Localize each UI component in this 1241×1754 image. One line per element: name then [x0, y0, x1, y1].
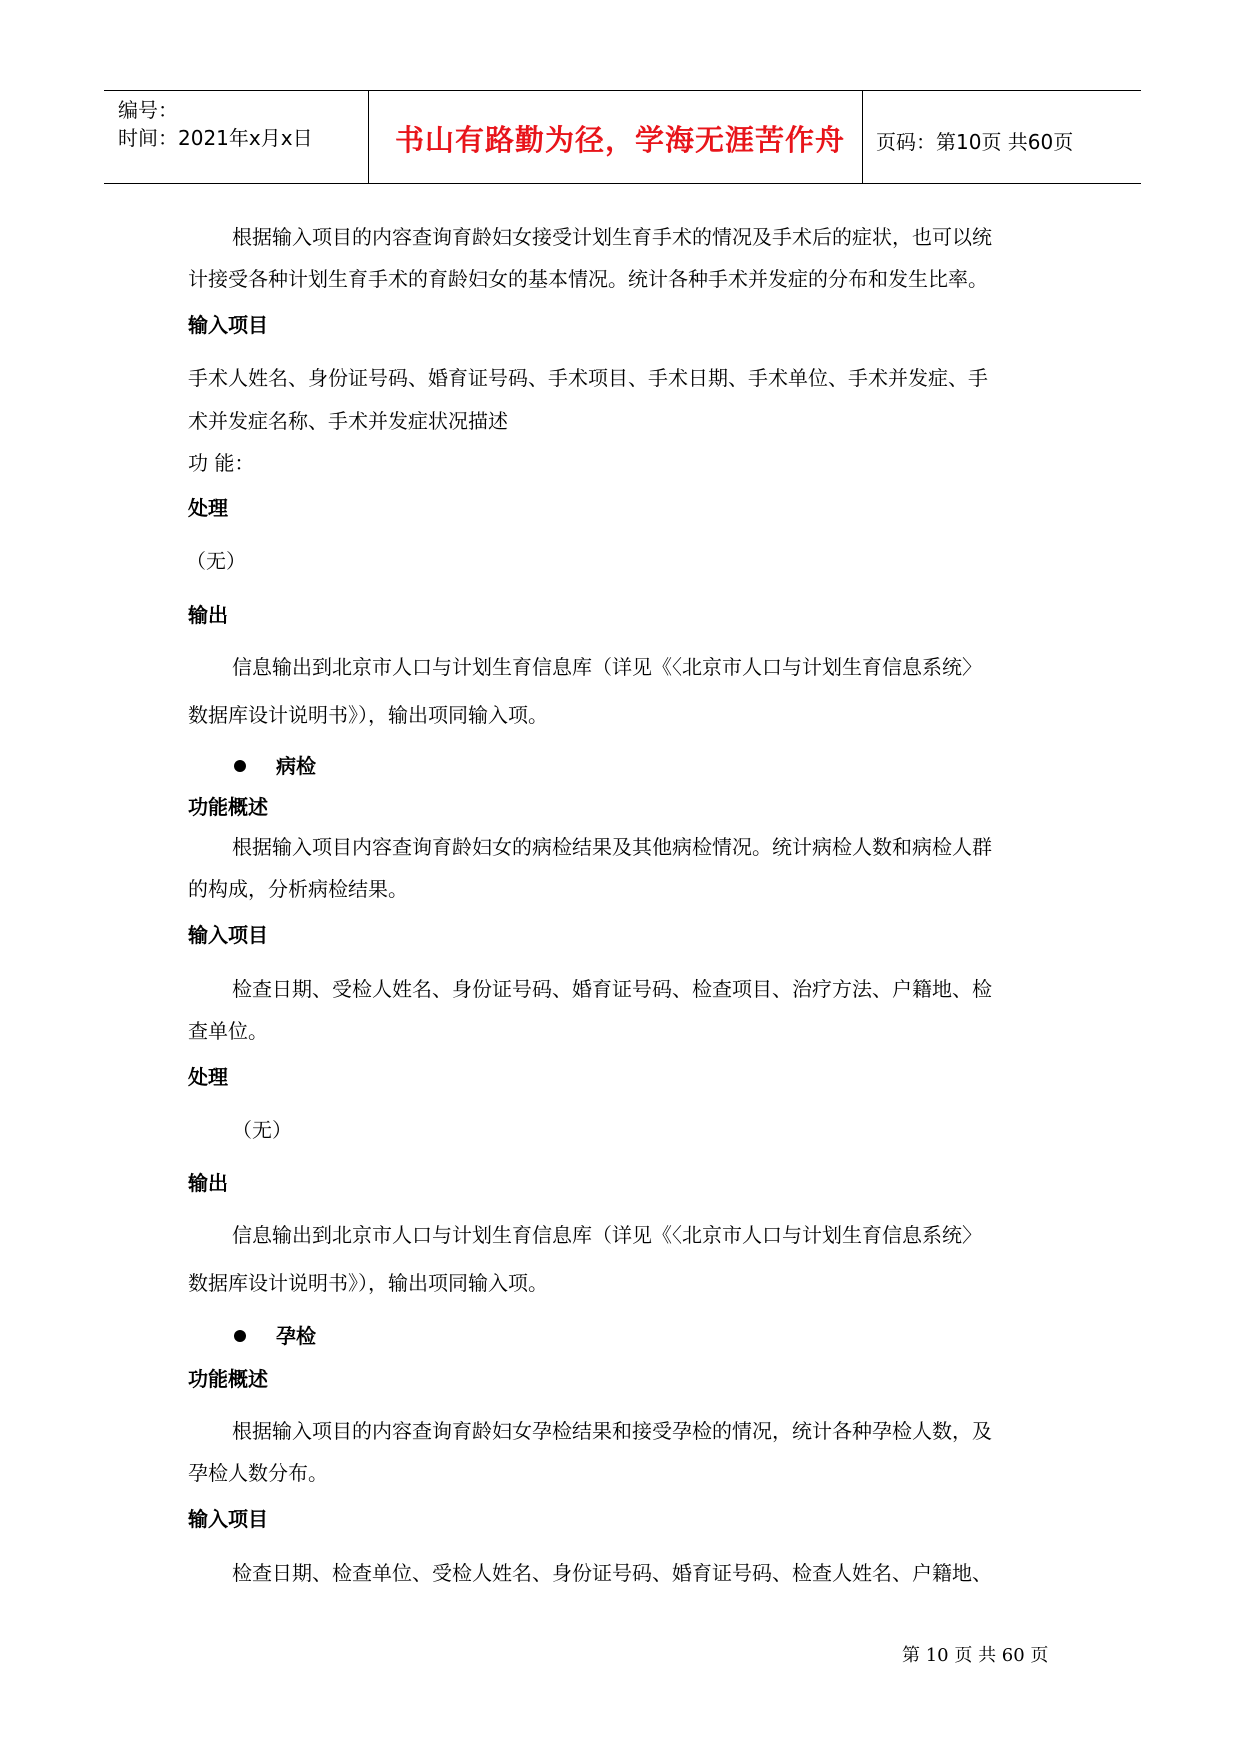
- section-heading: 输入项目: [188, 923, 268, 947]
- paragraph-line: 检查日期、受检人姓名、身份证号码、婚育证号码、检查项目、治疗方法、户籍地、检: [232, 977, 992, 1001]
- paragraph-line: 查单位。: [188, 1019, 268, 1043]
- paragraph-line: 术并发症名称、手术并发症状况描述: [188, 409, 508, 433]
- section-heading: 处理: [188, 1065, 228, 1089]
- header-date-label: 时间：2021年x月x日: [118, 126, 313, 150]
- header-bottom-border: [104, 183, 1141, 184]
- header-divider-left: [368, 90, 369, 184]
- paragraph-line: 手术人姓名、身份证号码、婚育证号码、手术项目、手术日期、手术单位、手术并发症、手: [188, 366, 988, 390]
- paragraph-line: 根据输入项目的内容查询育龄妇女孕检结果和接受孕检的情况，统计各种孕检人数，及: [232, 1419, 992, 1443]
- section-heading: 功能概述: [188, 1367, 268, 1391]
- paragraph-line: 信息输出到北京市人口与计划生育信息库（详见《〈北京市人口与计划生育信息系统〉: [232, 1223, 982, 1247]
- page-footer: 第 10 页 共 60 页: [902, 1645, 1049, 1666]
- paragraph-line: 孕检人数分布。: [188, 1461, 328, 1485]
- section-heading: 输出: [188, 1171, 228, 1195]
- bullet-heading: 病检: [276, 754, 316, 778]
- paragraph-line: 数据库设计说明书》），输出项同输入项。: [188, 1271, 548, 1295]
- paragraph-line: 根据输入项目的内容查询育龄妇女接受计划生育手术的情况及手术后的症状，也可以统: [232, 225, 992, 249]
- paragraph-line: （无）: [186, 549, 246, 573]
- paragraph-line: （无）: [232, 1118, 292, 1142]
- section-heading: 输入项目: [188, 313, 268, 337]
- section-heading: 处理: [188, 496, 228, 520]
- section-heading: 输入项目: [188, 1507, 268, 1531]
- bullet-icon: [234, 760, 246, 772]
- bullet-icon: [234, 1330, 246, 1342]
- paragraph-line: 的构成，分析病检结果。: [188, 877, 408, 901]
- paragraph-line: 计接受各种计划生育手术的育龄妇女的基本情况。统计各种手术并发症的分布和发生比率。: [188, 267, 988, 291]
- bullet-heading: 孕检: [276, 1324, 316, 1348]
- paragraph-line: 检查日期、检查单位、受检人姓名、身份证号码、婚育证号码、检查人姓名、户籍地、: [232, 1561, 992, 1585]
- header-divider-right: [862, 90, 863, 184]
- header-number-label: 编号：: [118, 98, 178, 122]
- paragraph-line: 功 能：: [188, 451, 255, 475]
- header-motto: 书山有路勤为径，学海无涯苦作舟: [395, 123, 846, 157]
- section-heading: 输出: [188, 603, 228, 627]
- header-page-label: 页码：第10页 共60页: [876, 130, 1074, 154]
- header-top-border: [104, 90, 1141, 91]
- paragraph-line: 信息输出到北京市人口与计划生育信息库（详见《〈北京市人口与计划生育信息系统〉: [232, 655, 982, 679]
- paragraph-line: 根据输入项目内容查询育龄妇女的病检结果及其他病检情况。统计病检人数和病检人群: [232, 835, 992, 859]
- paragraph-line: 数据库设计说明书》），输出项同输入项。: [188, 703, 548, 727]
- section-heading: 功能概述: [188, 795, 268, 819]
